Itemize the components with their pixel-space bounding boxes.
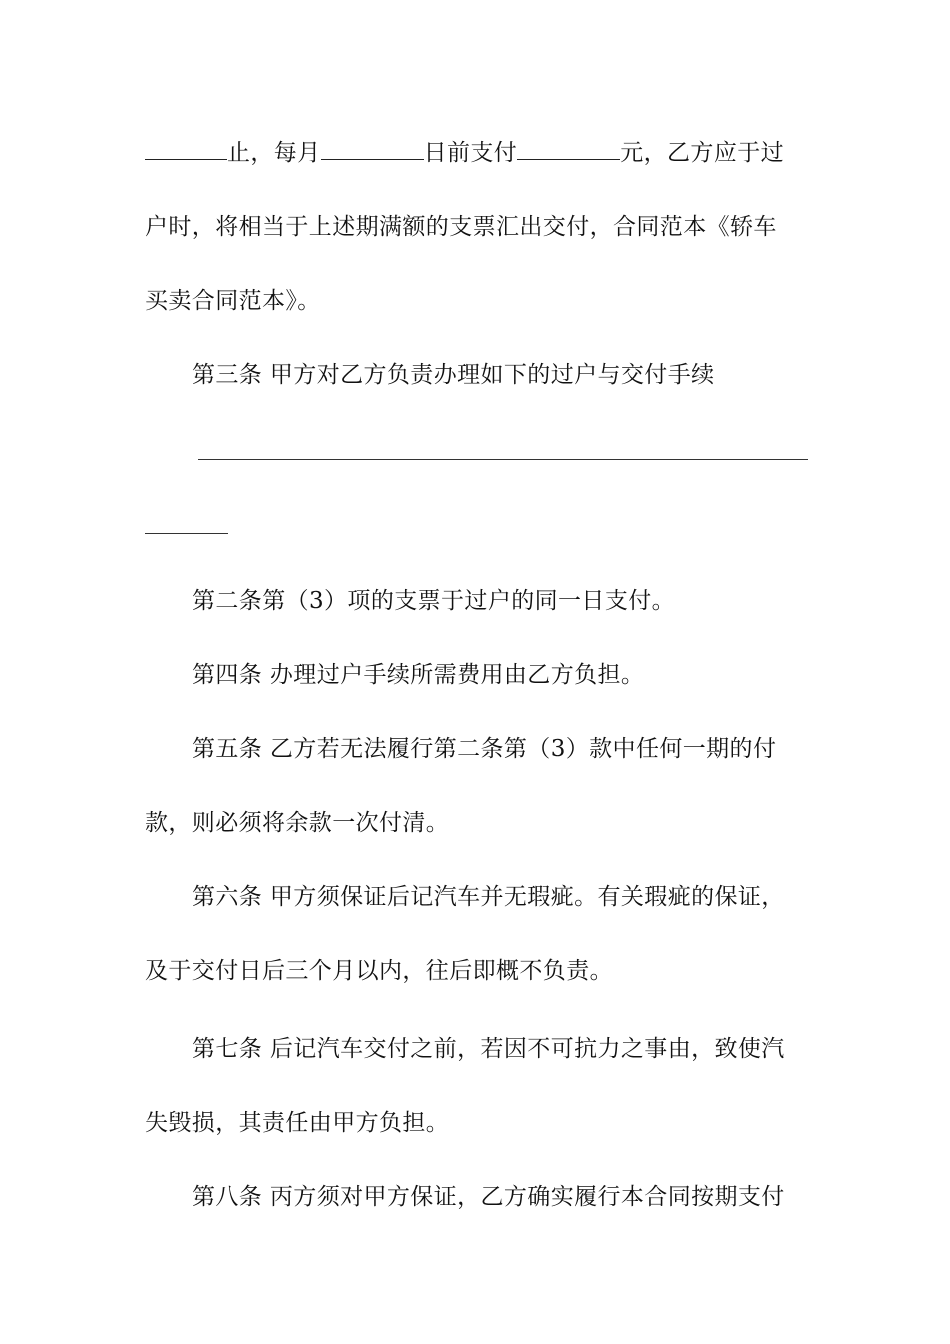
article-7-line-2: 失毁损，其责任由甲方负担。 xyxy=(145,1110,450,1136)
article-7-line-1: 第七条 后记汽车交付之前，若因不可抗力之事由，致使汽 xyxy=(192,1036,785,1062)
text-segment: 日前支付 xyxy=(423,140,518,166)
fill-blank xyxy=(145,139,227,160)
article-8-line-1: 第八条 丙方须对甲方保证，乙方确实履行本合同按期支付 xyxy=(192,1184,785,1210)
paragraph-line-3: 买卖合同范本》。 xyxy=(145,288,321,314)
fill-blank xyxy=(321,139,424,160)
text-segment: 止，每月 xyxy=(227,140,321,166)
article-4: 第四条 办理过户手续所需费用由乙方负担。 xyxy=(192,662,645,688)
article-2-item-3-note: 第二条第（3）项的支票于过户的同一日支付。 xyxy=(192,588,676,614)
article-6-line-1: 第六条 甲方须保证后记汽车并无瑕疵。有关瑕疵的保证， xyxy=(192,884,785,910)
article-5-line-1: 第五条 乙方若无法履行第二条第（3）款中任何一期的付 xyxy=(192,736,777,762)
text-segment: 元，乙方应于过 xyxy=(620,140,785,166)
fill-in-line-short xyxy=(145,533,228,534)
paragraph-line-1 xyxy=(145,138,815,168)
article-3-heading: 第三条 甲方对乙方负责办理如下的过户与交付手续 xyxy=(192,362,715,388)
fill-blank xyxy=(517,139,620,160)
fill-in-line-long xyxy=(198,459,808,460)
paragraph-line-2: 户时，将相当于上述期满额的支票汇出交付，合同范本《轿车 xyxy=(145,214,777,240)
article-5-line-2: 款，则必须将余款一次付清。 xyxy=(145,810,450,836)
article-6-line-2: 及于交付日后三个月以内，往后即概不负责。 xyxy=(145,958,613,984)
